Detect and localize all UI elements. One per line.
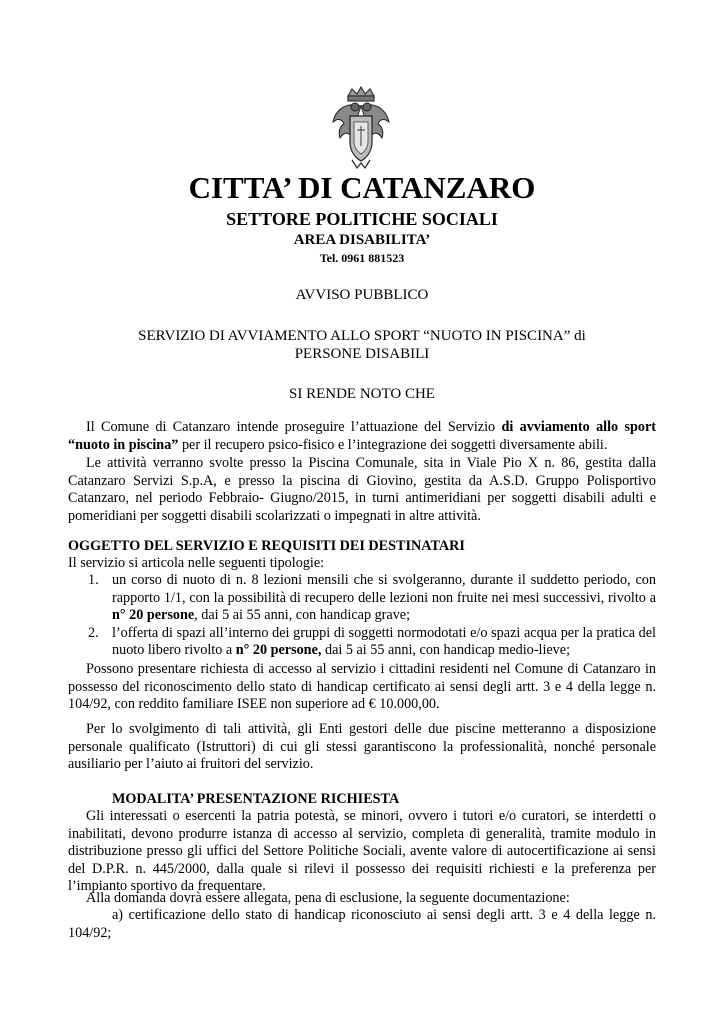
notice-declaration: SI RENDE NOTO CHE (289, 386, 435, 402)
intro-text-a: Il Comune di Catanzaro intende proseguire l’attuazione del Servizio (86, 419, 502, 435)
list-item-text-bold: n° 20 persone (112, 607, 195, 624)
coat-of-arms-icon (330, 86, 392, 172)
intro-text-bold: di avviamento allo sport “nuoto in piscina” (68, 419, 657, 453)
locations-paragraph: Le attività verranno svolte presso la Piscina Comunale, sita in Viale Pio X n. 86, gestita dalla Catanzaro Servizi S.p.A, e presso la piscina di Giovino, gestita da A.S.D. Gruppo Polisportivo Catanzaro, nel periodo Febbraio- Giugno/2015, in turni antimeridiani per soggetti disabili adulti e pomeridiani per soggetti disabili scolarizzati o impegnati in altre attività. (68, 455, 656, 524)
requirements-paragraph: Possono presentare richiesta di accesso al servizio i cittadini residenti nel Comune di Catanzaro in possesso del riconoscimento dello stato di handicap certificato ai sensi degli artt. 3 e 4 della legge n. 104/92, con reddito familiare ISEE non superiore ad € 10.000,00. (68, 661, 656, 713)
staff-paragraph: Per lo svolgimento di tali attività, gli Enti gestori delle due piscine metteranno a disposizione personale qualificato (Istruttori) di cui gli stessi garantiscono la professionalità, nonché personale ausiliario per l’aiuto ai fruitori del servizio. (68, 721, 656, 773)
notice-type: AVVISO PUBBLICO (295, 287, 429, 303)
list-item (68, 572, 656, 625)
list-item-number: 2. (88, 624, 99, 641)
notice-subject-line-2: PERSONE DISABILI (294, 346, 430, 362)
service-types-list (68, 572, 656, 660)
city-title: CITTA’ DI CATANZARO (188, 170, 536, 205)
list-item-text-c: , dai 5 ai 55 anni, con handicap grave; (194, 607, 411, 624)
service-intro: Il servizio si articola nelle seguenti tipologie: (68, 555, 325, 571)
list-item-text-c: dai 5 ai 55 anni, con handicap medio-lieve; (321, 642, 571, 659)
sector-title: SETTORE POLITICHE SOCIALI (226, 209, 498, 229)
documentation-item-a: a) certificazione dello stato di handicap riconosciuto ai sensi degli artt. 3 e 4 della legge n. 104/92; (68, 907, 656, 941)
area-title: AREA DISABILITA’ (293, 232, 431, 248)
application-paragraph: Gli interessati o esercenti la patria potestà, se minori, ovvero i tutori e/o curatori, se interdetti o inabilitati, devono produrre istanza di accesso al servizio, completa di generalità, tramite modulo in distribuzione presso gli uffici del Settore Politiche Sociali, avente valore di autocertificazione ai sensi del D.P.R. n. 445/2000, dalla quale si rilevi il possesso dei requisiti richiesti e la preferenza per l’impianto sportivo da frequentare. (68, 808, 656, 895)
section-heading-object: OGGETTO DEL SERVIZIO E REQUISITI DEI DESTINATARI (68, 538, 465, 554)
documentation-paragraph: Alla domanda dovrà essere allegata, pena di esclusione, la seguente documentazione: (86, 890, 570, 906)
list-item (68, 625, 656, 660)
section-heading-application: MODALITA’ PRESENTAZIONE RICHIESTA (112, 791, 400, 807)
list-item-number: 1. (88, 572, 99, 588)
list-item-text-a: l’offerta di spazi all’interno dei gruppi di soggetti normodotati e/o spazi acqua per la pratica del nuoto libero rivolto a (112, 624, 656, 659)
notice-subject-line-1: SERVIZIO DI AVVIAMENTO ALLO SPORT “NUOTO IN PISCINA” di (138, 328, 586, 344)
notice-subject (60, 327, 664, 363)
list-item-text-a: un corso di nuoto di n. 8 lezioni mensili che si svolgeranno, durante il suddetto periodo, con rapporto 1/1, con la possibilità di recupero delle lezioni non fruite nei mesi successivi, rivolto a (112, 572, 656, 606)
telephone: Tel. 0961 881523 (319, 251, 405, 265)
list-item-text-bold: n° 20 persone, (235, 642, 322, 659)
intro-text-c: per il recupero psico-fisico e l’integrazione dei soggetti diversamente abili. (178, 436, 608, 453)
intro-paragraph (68, 419, 656, 454)
